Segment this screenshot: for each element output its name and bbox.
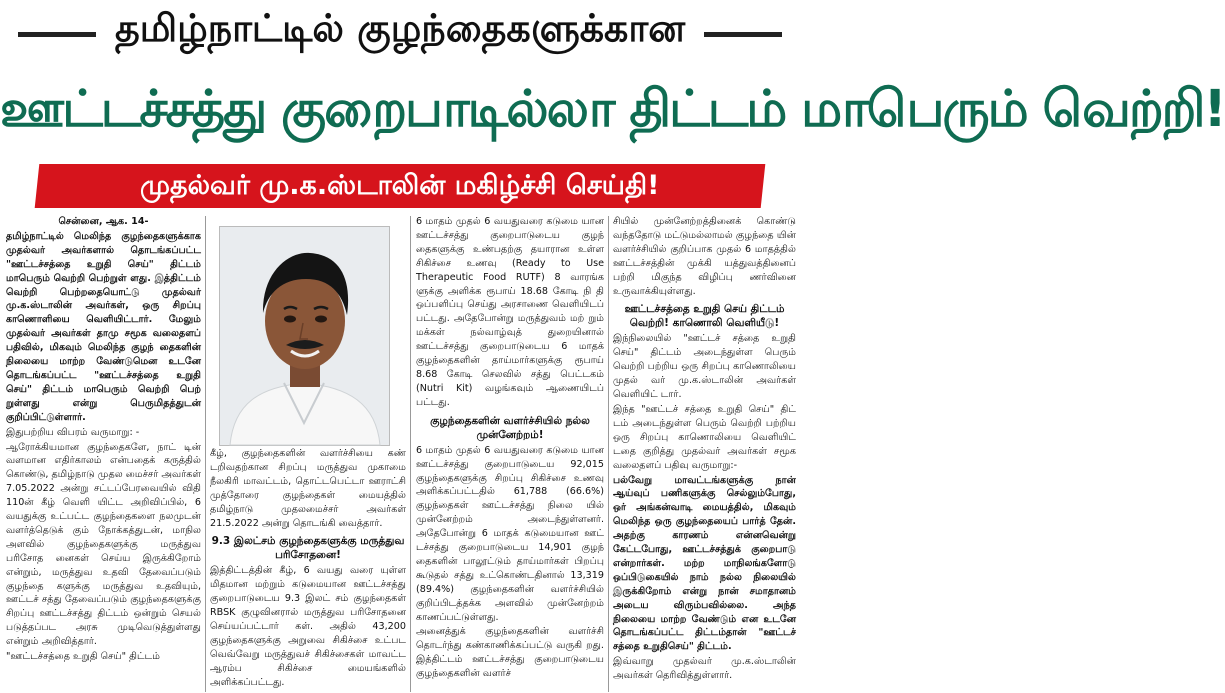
article-column-2 (210, 447, 406, 693)
kicker-rule-right (704, 32, 782, 37)
paragraph: 6 மாதம் முதல் 6 வயதுவரை கடுமை யான ஊட்டச்சத்து குறைபாடுடைய 92,015 குழந்தைகளுக்கு சிறப்பு சிகிச்சை உணவு அளிக்கப்பட்டதில் 61,788 (66.6%) குழந்தைகள் ஊட்டச்சத்து நிலை யில் முன்னேற்றம் அடைந்துள்ளனர். அதேபோன்று 6 மாதக் கடுமையான ஊட் டச்சத்து குறைபாடுடைய 14,901 குழந் தைகளின் பாலூட்டும் தாய்மார்கள் பிறப்பு கூடுதல் சத்து உட்கொண்டதினால் 13,319 (89.4%) குழந்தைகளின் வளர்ச்சியில் குறிப்பிடத்தக்க அளவில் முன்னேற்றம் காணப்பட்டுள்ளது. (416, 444, 604, 623)
kicker-rule-left (18, 32, 96, 37)
subheading: குழந்தைகளின் வளர்ச்சியில் நல்ல முன்னேற்றம்! (430, 414, 590, 441)
main-headline: ஊட்டச்சத்து குறைபாடில்லா திட்டம் மாபெரும் வெற்றி! (0, 80, 1225, 139)
paragraph: ஆரோக்கியமான குழந்தைகளே, நாட் டின் வளமான எதிர்காலம் என்பதைக் கருத்தில் கொண்டு, தமிழ்நாடு முதல மைச்சர் அவர்கள் 7.05.2022 அன்று சட்டப்பேரவையில் விதி 110ன் கீழ் வெளி யிட்ட அறிவிப்பில், 6 வயதுக்கு உட்பட்ட குழந்தைகளை நலமுடன் வளர்த்தெடுக் கும் நோக்கத்துடன், மாநில அளவில் குழந்தைகளுக்கு மருத்துவ பரிசோத னைகள் செய்ய இருக்கிறோம் என்றும், மருத்துவ உதவி தேவைப்படும் குழந்தை களுக்கு மருத்துவ உதவியும், ஊட்டச் சத்து தேவைப்படும் குழந்தைகளுக்கு சிறப்பு ஊட்டச்சத்து திட்டம் ஒன்றும் செயல் படுத்தப்பட அரசு முடிவெடுத்துள்ளது என்றும் அறிவித்தார். (6, 441, 201, 648)
article-column-3 (416, 215, 604, 693)
article-column-1 (6, 215, 201, 693)
sub-banner (35, 164, 766, 208)
paragraph: இந்நிலையில் "ஊட்டச் சத்தை உறுதி செய்" திட்டம் அடைந்துள்ள பெரும் வெற்றி பற்றிய ஒரு சிறப்பு காணொலியை முதல் வர் மு.க.ஸ்டாலின் அவர்கள் வெளியிட் டார். (613, 333, 796, 401)
paragraph: சியில் முன்னேற்றத்தினைக் கொண்டு வந்ததோடு மட்டுமல்லாமல் குழந்தை யின் வளர்ச்சியில் குறிப்பாக முதல் 6 மாதத்தில் ஊட்டச்சத்தின் முக்கி யத்துவத்தினைப் பற்றி மிகுந்த விழிப்பு ணர்வினை உருவாக்கியுள்ளது. (613, 216, 796, 297)
article-column-4 (613, 215, 796, 693)
lead-paragraph: தமிழ்நாட்டில் மெலிந்த குழந்தைகளுக்காக முதல்வர் அவர்களால் தொடங்கப்பட்ட "ஊட்டச்சத்தை உறுதி செய்" திட்டம் மாபெரும் வெற்றி பெற்றுள் ளது. இத்திட்டம் வெற்றி பெற்றதையொட்டு முதல்வர் மு.க.ஸ்டாலின் அவர்கள், ஒரு சிறப்பு காணொளியை வெளியிட்டார். மேலும் முதல்வர் அவர்கள் தாமு சமூக வலைதளப் பதிவில், மிகவும் மெலிந்த குழந் தைகளின் நிலையை மாற்ற வேண்டுமென உடனே தொடங்கப்பட்ட "ஊட்டச்சத்தை உறுதி செய்" திட்டம் மாபெரும் வெற்றி பெற் றுள்ளது என்று பெருமிதத்துடன் குறிப்பிட்டுள்ளார். (6, 230, 201, 423)
subheading: ஊட்டச்சத்தை உறுதி செய் திட்டம் வெற்றி! காணொலி வெளியீடு! (624, 303, 785, 330)
paragraph: 6 மாதம் முதல் 6 வயதுவரை கடுமை யான ஊட்டச்சத்து குறைபாடுடைய குழந் தைகளுக்கு உண்பதற்கு தயாரான உள்ள சிகிச்சை உணவு (Ready to Use Therapeutic Food RUTF) 8 வாரங்க ளுக்கு அளிக்க ரூபாய் 18.68 கோடி நி தி ஒப்பளிப்பு செய்து அரசாணை வெளியிடப் பட்டது. அதேபோன்று மருத்துவம் மற் றும் மக்கள் நல்வாழ்வுத் துறையினால் ஊட்டச்சத்து குறைபாடுடைய 6 மாதக் குழந்தைகளின் தாய்மார்களுக்கு ரூபாய் 8.68 கோடி செலவில் சத்து பெட்டகம் (Nutri Kit) வழங்கவும் ஆணையிடப் பட்டது. (416, 216, 604, 408)
paragraph: இத்திட்டத்தின் கீழ், 6 வயது வரை யுள்ள மிதமான மற்றும் கடுமையான ஊட்டச்சத்து குறைபாடுடைய 9.3 இலட் சம் குழந்தைகள் RBSK குழுவினரால் மருத்துவ பரிசோதனை செய்யப்பட்டார் கள். அதில் 43,200 குழந்தைகளுக்கு அறுவை சிகிச்சை உட்பட வெவ்வேறு மருத்துவச் சிகிச்சைகள் மாவட்ட ஆரம்ப சிகிச்சை மையங்களில் அளிக்கப்பட்டது. (210, 565, 406, 688)
quote-paragraph: பல்வேறு மாவட்டங்களுக்கு நான் ஆய்வுப் பணிகளுக்கு செல்லும்போது, ஒர் அங்கன்வாடி மையத்தில், மிகவும் மெலிந்த ஒரு குழந்தையைப் பார்த் தேன். அதற்கு காரணம் என்னவென்று கேட்டபோது, ஊட்டச்சத்துக் குறைபாடு என்றார்கள். மற்ற மாநிலங்களோடு ஒப்பிடுகையில் நாம் நல்ல நிலையில் இருக்கிறோம் என்று நான் சமாதானம் அடைய விரும்பவில்லை. அந்த நிலையை மாற்ற வேண்டும் என உடனே தொடங்கப்பட்ட திட்டம்தான் "ஊட்டச் சத்தை உறுதிசெய்" திட்டம். (613, 474, 796, 653)
chief-minister-photo (219, 226, 390, 446)
subheading: 9.3 இலட்சம் குழந்தைகளுக்கு மருத்துவ பரிசோதனை! (211, 535, 405, 562)
column-divider (608, 216, 609, 692)
kicker-header (0, 0, 800, 62)
column-divider (205, 216, 206, 692)
kicker-text: தமிழ்நாட்டில் குழந்தைகளுக்கான (114, 6, 686, 50)
paragraph: கீழ், குழந்தைகளின் வளர்ச்சியை கண் டறிவதற்கான சிறப்பு மருத்துவ முகாமை நீலகிரி மாவட்டம், தொட்டபெட்டா ஊராட்சி முத்தோரை குழந்தைகள் மையத்தில் தமிழ்நாடு முதலமைச்சர் அவர்கள் 21.5.2022 அன்று தொடங்கி வைத்தார். (210, 448, 406, 529)
dateline: சென்னை, ஆக. 14- (58, 216, 149, 227)
column-divider (410, 216, 411, 692)
portrait-illustration (220, 227, 389, 445)
sub-banner-text: முதல்வர் மு.க.ஸ்டாலின் மகிழ்ச்சி செய்தி! (140, 170, 660, 201)
paragraph: "ஊட்டச்சத்தை உறுதி செய்" திட்டம் (6, 651, 160, 663)
paragraph: இவ்வாறு முதல்வர் மு.க.ஸ்டாலின் அவர்கள் தெரிவித்துள்ளார். (613, 656, 796, 682)
paragraph: இதுபற்றிய விபரம் வருமாறு: - (6, 426, 140, 438)
paragraph: இந்த "ஊட்டச் சத்தை உறுதி செய்" திட் டம் அடைந்துள்ள பெரும் வெற்றி பற்றிய ஒரு சிறப்பு காணொலியை வெளியிட் டதை குறித்து முதல்வர் அவர்கள் சமூக வலைதளப் பதிவு வருமாறு:- (613, 403, 796, 471)
paragraph: அனைத்துக் குழந்தைகளின் வளர்ச்சி தொடர்ந்து கண்காணிக்கப்பட்டு வருகி றது. இத்திட்டம் ஊட்டச்சத்து குறைபாடுடைய குழந்தைகளின் வளர்ச் (416, 626, 604, 680)
